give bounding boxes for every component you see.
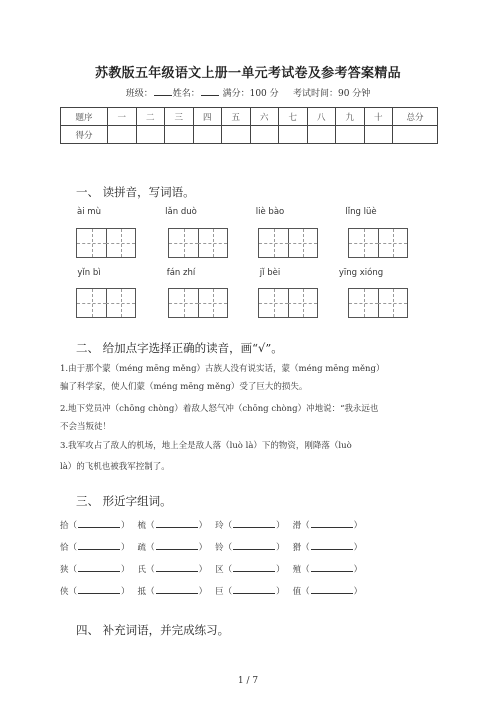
pinyin-label: liè bào [255,207,285,217]
word-row: 拾（ ） 梳（ ） 玲（ ） 滑（ ） [60,521,363,531]
class-label: 班级： [125,89,153,99]
page-title: 苏教版五年级语文上册一单元考试卷及参考答案精品 [95,66,401,81]
name-blank [201,87,219,96]
score-cell: 总分 [393,108,438,126]
answer-blank[interactable] [156,519,198,528]
score-input[interactable] [193,126,222,144]
score-input[interactable] [136,126,165,144]
section-1-heading: 一、 读拼音，写词语。 [76,185,195,199]
pinyin-label: lǎn duò [165,207,197,217]
pinyin-label: yīng xióng [338,268,384,278]
word-char: 狭 [60,565,69,575]
score-row-label: 得分 [61,126,108,144]
question-line: 不会当叛徒！ [60,422,112,432]
answer-blank[interactable] [156,541,198,550]
score-input[interactable] [108,126,137,144]
answer-blank[interactable] [78,519,120,528]
score-cell: 七 [279,108,308,126]
answer-blank[interactable] [311,519,353,528]
section-2-heading: 二、 给加点字选择正确的读音，画“√”。 [76,341,283,355]
exam-time: 考试时间：90 分钟 [292,89,371,99]
score-cell: 三 [165,108,194,126]
score-input[interactable] [222,126,251,144]
answer-blank[interactable] [78,541,120,550]
word-char: 铃 [215,543,224,553]
score-value-row [61,126,438,144]
writing-grid[interactable] [76,228,136,258]
word-char: 疏 [137,543,147,553]
writing-grid[interactable] [168,228,228,258]
answer-blank[interactable] [78,585,120,594]
class-blank [154,87,172,96]
word-char: 猾 [292,543,302,553]
score-cell: 九 [336,108,365,126]
answer-blank[interactable] [156,563,198,572]
score-input[interactable] [336,126,365,144]
answer-blank[interactable] [78,563,120,572]
page-number: 1 / 7 [237,676,259,686]
writing-grid[interactable] [258,288,318,318]
word-char: 拾 [60,521,69,531]
writing-grid[interactable] [348,228,408,258]
score-input[interactable] [364,126,393,144]
answer-blank[interactable] [233,519,275,528]
answer-blank[interactable] [311,585,353,594]
score-header-row [61,108,438,126]
score-cell: 六 [250,108,279,126]
section-3-heading: 三、 形近字组词。 [76,494,172,508]
score-input[interactable] [393,126,438,144]
pinyin-label: yǐn bì [77,268,101,278]
question-line: 3.我军攻占了敌人的机场，地上全是敌人落（luò là）下的物资，刚降落（luò [60,441,352,451]
writing-grid[interactable] [168,288,228,318]
word-char: 殖 [292,565,302,575]
word-char: 滑 [292,521,302,531]
word-row: 狭（ ） 氏（ ） 区（ ） 殖（ ） [60,565,363,575]
score-input[interactable] [279,126,308,144]
question-line: 1.由于那个蒙（méng mēng měng）古族人没有说实话，蒙（méng mēng měng） [60,364,385,374]
section-4-heading: 四、 补充词语，并完成练习。 [76,623,230,637]
answer-blank[interactable] [156,585,198,594]
answer-blank[interactable] [233,563,275,572]
word-char: 区 [215,565,224,575]
word-char: 梳 [137,521,147,531]
score-input[interactable] [165,126,194,144]
exam-info [0,86,496,99]
pinyin-label: ài mù [77,207,101,217]
pinyin-label: jǐ bèi [259,268,281,278]
writing-grid[interactable] [76,288,136,318]
word-char: 巨 [215,587,224,597]
word-char: 氏 [137,565,147,575]
word-char: 侠 [60,587,69,597]
word-char: 抵 [137,587,147,597]
score-cell: 二 [136,108,165,126]
word-char: 值 [292,587,302,597]
score-cell: 五 [222,108,251,126]
question-line: 骗了科学家，使人们蒙（méng mēng měng）受了巨大的损失。 [60,382,308,392]
answer-blank[interactable] [311,563,353,572]
score-input[interactable] [250,126,279,144]
score-input[interactable] [307,126,336,144]
question-line: là）的飞机也被我军控制了。 [60,462,170,472]
pinyin-label: fán zhí [166,268,196,278]
score-table [60,107,438,144]
word-row: 恰（ ） 疏（ ） 铃（ ） 猾（ ） [60,543,363,553]
word-row: 侠（ ） 抵（ ） 巨（ ） 值（ ） [60,587,363,597]
score-cell: 一 [108,108,137,126]
pinyin-label: lǐng lüè [345,207,377,217]
score-cell: 四 [193,108,222,126]
word-char: 玲 [215,521,224,531]
question-line: 2.地下党员冲（chōng chòng）着敌人怒气冲（chōng chòng）冲地说：“我永远也 [60,404,379,414]
score-cell: 十 [364,108,393,126]
score-cell: 题序 [61,108,108,126]
writing-grid[interactable] [258,228,318,258]
name-label: 姓名： [172,89,200,99]
answer-blank[interactable] [311,541,353,550]
writing-grid[interactable] [348,288,408,318]
word-char: 恰 [60,543,69,553]
answer-blank[interactable] [233,585,275,594]
full-score: 满分：100 分 [222,89,279,99]
score-cell: 八 [307,108,336,126]
answer-blank[interactable] [233,541,275,550]
